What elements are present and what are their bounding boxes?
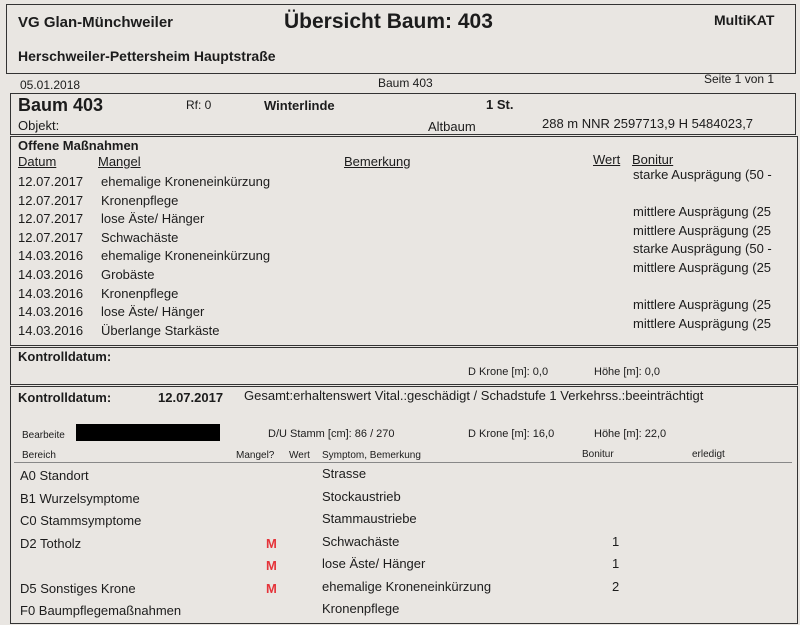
control2-label: Kontrolldatum: bbox=[18, 390, 112, 405]
measure-date: 12.07.2017 bbox=[18, 211, 84, 227]
row-symptom: Stammaustriebe bbox=[322, 511, 417, 526]
measure-date: 12.07.2017 bbox=[18, 229, 84, 245]
control1-dkrone: D Krone [m]: 0,0 bbox=[468, 366, 549, 378]
control1-box bbox=[10, 347, 798, 385]
col2-rating: Bonitur bbox=[582, 449, 614, 460]
editor-label: Bearbeite bbox=[22, 430, 65, 441]
control2-summary: Gesamt:erhaltenswert Vital.:geschädigt / Schadstufe 1 Verkehrss.:beeinträchtigt bbox=[244, 388, 704, 403]
row-rating: 1 bbox=[612, 533, 620, 549]
measure-rating: starke Ausprägung (50 - bbox=[633, 167, 772, 182]
row-defect-mark: M bbox=[266, 535, 277, 551]
row-area: C0 Stammsymptome bbox=[20, 513, 142, 528]
tree-class: Altbaum bbox=[428, 119, 476, 134]
row-rating: 1 bbox=[612, 556, 620, 571]
org-name: VG Glan-Münchweiler bbox=[18, 14, 174, 31]
measure-defect: Kronenpflege bbox=[101, 192, 179, 208]
tree-label: Baum 403 bbox=[378, 76, 433, 90]
tree-rf: Rf: 0 bbox=[186, 98, 212, 112]
redacted-editor bbox=[76, 424, 220, 441]
control2-dkrone: D Krone [m]: 16,0 bbox=[468, 428, 555, 440]
row-symptom: Stockaustrieb bbox=[322, 488, 401, 504]
object-label: Objekt: bbox=[18, 118, 60, 133]
measure-date: 14.03.2016 bbox=[18, 322, 84, 338]
measure-defect: lose Äste/ Hänger bbox=[101, 211, 205, 227]
measure-defect: Kronenpflege bbox=[101, 285, 179, 301]
control2-date: 12.07.2017 bbox=[158, 390, 224, 405]
measure-rating: mittlere Ausprägung (25 bbox=[633, 204, 772, 220]
measure-rating: mittlere Ausprägung (25 bbox=[633, 260, 772, 275]
measure-date: 12.07.2017 bbox=[18, 174, 84, 189]
measures-title: Offene Maßnahmen bbox=[18, 138, 139, 153]
row-area: B1 Wurzelsymptome bbox=[20, 490, 140, 506]
row-defect-mark: M bbox=[266, 558, 277, 573]
measure-rating: mittlere Ausprägung (25 bbox=[633, 315, 772, 331]
tree-count: 1 St. bbox=[486, 97, 514, 112]
measure-defect: Grobäste bbox=[101, 267, 155, 282]
col2-area: Bereich bbox=[22, 450, 56, 461]
page-title: Übersicht Baum: 403 bbox=[284, 10, 493, 33]
row-area: A0 Standort bbox=[20, 468, 89, 483]
col-defect: Mangel bbox=[98, 154, 141, 169]
row-symptom: ehemalige Kroneneinkürzung bbox=[322, 578, 492, 594]
measure-rating: starke Ausprägung (50 - bbox=[633, 241, 772, 257]
col-value: Wert bbox=[593, 152, 621, 167]
tree-coords: 288 m NNR 2597713,9 H 5484023,7 bbox=[542, 116, 754, 131]
row-area: D5 Sonstiges Krone bbox=[20, 580, 136, 596]
measure-defect: Überlange Starkäste bbox=[101, 322, 220, 338]
row-area: F0 Baumpflegemaßnahmen bbox=[20, 603, 182, 618]
measure-date: 14.03.2016 bbox=[18, 248, 84, 264]
col-date: Datum bbox=[18, 154, 57, 169]
row-area: D2 Totholz bbox=[20, 535, 82, 551]
col2-value: Wert bbox=[289, 450, 310, 461]
col2-symptom: Symptom, Bemerkung bbox=[322, 450, 421, 461]
measure-defect: ehemalige Kroneneinkürzung bbox=[101, 248, 271, 264]
page-number: Seite 1 von 1 bbox=[704, 72, 775, 86]
app-name: MultiKAT bbox=[714, 12, 775, 28]
tree-name: Baum 403 bbox=[18, 95, 104, 115]
col-remark: Bemerkung bbox=[344, 154, 411, 169]
measure-defect: ehemalige Kroneneinkürzung bbox=[101, 174, 271, 189]
measure-date: 14.03.2016 bbox=[18, 285, 84, 301]
col2-defect: Mangel? bbox=[236, 450, 275, 461]
measure-defect: lose Äste/ Hänger bbox=[101, 304, 205, 320]
row-symptom: Kronenpflege bbox=[322, 601, 400, 616]
measure-rating: mittlere Ausprägung (25 bbox=[633, 297, 772, 313]
row-symptom: Strasse bbox=[322, 466, 367, 481]
control1-label: Kontrolldatum: bbox=[18, 349, 112, 364]
measure-rating: mittlere Ausprägung (25 bbox=[633, 222, 772, 238]
row-symptom: lose Äste/ Hänger bbox=[322, 556, 426, 571]
du-stamm: D/U Stamm [cm]: 86 / 270 bbox=[268, 428, 395, 440]
location: Herschweiler-Pettersheim Hauptstraße bbox=[18, 48, 276, 64]
measure-date: 14.03.2016 bbox=[18, 267, 84, 282]
col2-done: erledigt bbox=[692, 449, 725, 460]
col-rating: Bonitur bbox=[632, 152, 674, 167]
measure-defect: Schwachäste bbox=[101, 229, 179, 245]
measure-date: 14.03.2016 bbox=[18, 304, 84, 320]
row-symptom: Schwachäste bbox=[322, 533, 400, 549]
measure-date: 12.07.2017 bbox=[18, 192, 84, 208]
row-defect-mark: M bbox=[266, 580, 277, 596]
tree-species: Winterlinde bbox=[264, 98, 335, 113]
control1-hoehe: Höhe [m]: 0,0 bbox=[594, 366, 661, 378]
control2-hoehe: Höhe [m]: 22,0 bbox=[594, 428, 667, 440]
row-rating: 2 bbox=[612, 578, 620, 594]
divider bbox=[14, 462, 792, 463]
report-date: 05.01.2018 bbox=[20, 78, 81, 92]
